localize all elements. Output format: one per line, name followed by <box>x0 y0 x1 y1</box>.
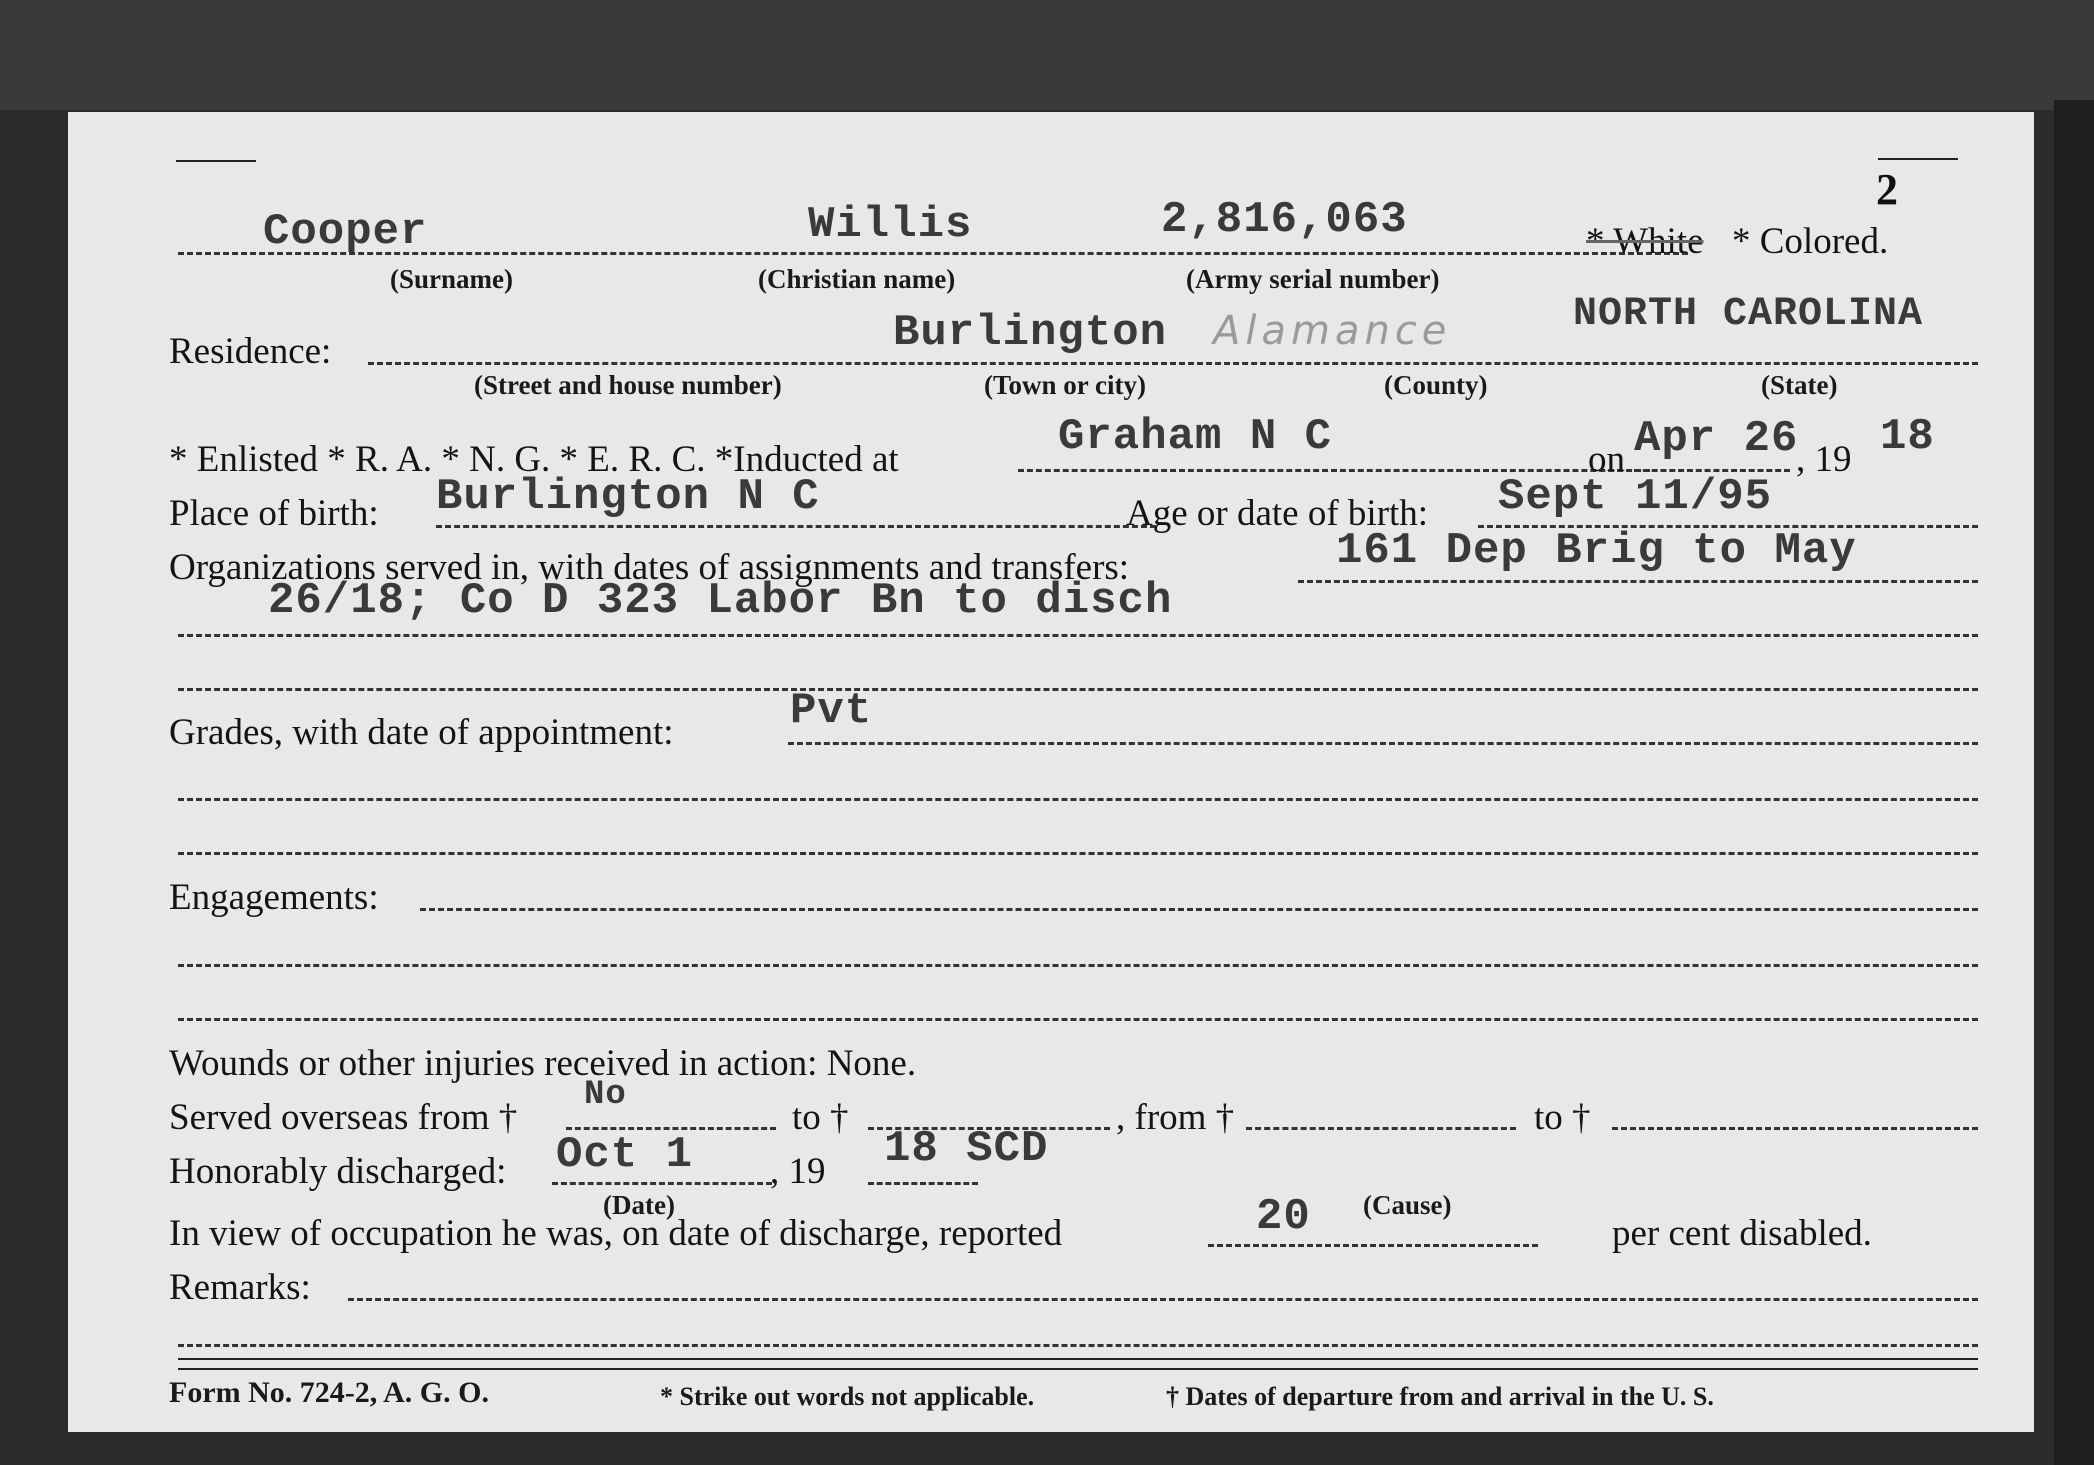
engagements-line-2 <box>178 964 1978 967</box>
state-caption: (State) <box>1761 370 1838 400</box>
discharge-date-line <box>552 1182 772 1185</box>
race-white: * White <box>1586 221 1704 262</box>
grades-line-2 <box>178 798 1978 801</box>
top-left-rule <box>176 160 256 162</box>
town-caption: (Town or city) <box>984 370 1146 400</box>
enlistment-label: * Enlisted * R. A. * N. G. * E. R. C. *Inducted at <box>169 439 899 480</box>
organizations-line-1 <box>1298 580 1978 583</box>
footer-rule-2 <box>178 1368 1978 1370</box>
place-of-birth-label: Place of birth: <box>169 493 379 534</box>
induction-on-label: on <box>1588 439 1625 480</box>
residence-state-value: NORTH CAROLINA <box>1573 292 1924 337</box>
county-caption: (County) <box>1384 370 1488 400</box>
organizations-line2-value: 26/18; Co D 323 Labor Bn to disch <box>268 576 1173 626</box>
disability-prefix-label: In view of occupation he was, on date of discharge, reported <box>169 1213 1063 1254</box>
grades-line-1 <box>788 742 1978 745</box>
place-of-birth-value: Burlington N C <box>436 472 820 522</box>
disability-suffix-label: per cent disabled. <box>1612 1213 1872 1254</box>
christian-name-value: Willis <box>808 200 973 250</box>
scan-background-top <box>0 0 2094 110</box>
grades-label: Grades, with date of appointment: <box>169 712 674 753</box>
wounds-label: Wounds or other injuries received in action: None. <box>169 1043 917 1084</box>
grades-value: Pvt <box>790 686 873 736</box>
serial-number-value: 2,816,063 <box>1161 195 1408 245</box>
induction-year-value: 18 <box>1880 412 1935 462</box>
overseas-to-label-2: to † <box>1534 1097 1591 1138</box>
organizations-line-3 <box>178 688 1978 691</box>
overseas-from-value: No <box>584 1076 627 1114</box>
organizations-line-2 <box>178 634 1978 637</box>
remarks-label: Remarks: <box>169 1267 311 1308</box>
organizations-line1-value: 161 Dep Brig to May <box>1336 526 1857 576</box>
footer-rule-1 <box>178 1358 1978 1360</box>
engagements-label: Engagements: <box>169 877 379 918</box>
form-number: Form No. 724-2, A. G. O. <box>169 1376 489 1409</box>
birth-date-value: Sept 11/95 <box>1498 472 1773 522</box>
overseas-from-line-2 <box>1246 1127 1516 1130</box>
engagements-line-3 <box>178 1018 1978 1021</box>
induction-date-value: Apr 26 <box>1634 414 1799 464</box>
overseas-to-label-1: to † <box>792 1097 849 1138</box>
race-colored: * Colored. <box>1732 221 1889 262</box>
footer-strike-note: * Strike out words not applicable. <box>660 1382 1035 1411</box>
overseas-from-label: Served overseas from † <box>169 1097 518 1138</box>
overseas-from-label-2: , from † <box>1116 1097 1235 1138</box>
discharge-label: Honorably discharged: <box>169 1151 507 1192</box>
residence-line <box>368 362 1978 365</box>
induction-year-prefix: , 19 <box>1796 439 1852 480</box>
grades-line-3 <box>178 852 1978 855</box>
remarks-line-1 <box>348 1298 1978 1301</box>
service-record-card <box>68 112 2034 1432</box>
organizations-label: Organizations served in, with dates of assignments and transfers: <box>169 547 1130 588</box>
birth-date-label: Age or date of birth: <box>1126 493 1429 534</box>
top-right-rule <box>1878 158 1958 160</box>
discharge-year-prefix: , 19 <box>770 1151 826 1192</box>
residence-label: Residence: <box>169 331 332 372</box>
card-number: 2 <box>1876 165 1898 214</box>
serial-number-caption: (Army serial number) <box>1186 264 1440 294</box>
induction-place-value: Graham N C <box>1058 412 1333 462</box>
scan-background-right <box>2054 100 2094 1465</box>
disability-value: 20 <box>1256 1192 1311 1242</box>
place-of-birth-line <box>436 525 1156 528</box>
residence-county-value: Alamance <box>1213 308 1452 354</box>
name-line <box>178 252 1688 255</box>
discharge-date-caption: (Date) <box>603 1190 675 1220</box>
street-caption: (Street and house number) <box>474 370 782 400</box>
discharge-year-cause-value: 18 SCD <box>884 1124 1049 1174</box>
footer-dates-note: † Dates of departure from and arrival in the U. S. <box>1166 1382 1714 1411</box>
residence-town-value: Burlington <box>893 308 1168 358</box>
discharge-year-line <box>868 1182 978 1185</box>
discharge-date-value: Oct 1 <box>556 1130 694 1180</box>
surname-caption: (Surname) <box>390 264 513 294</box>
disability-line <box>1208 1244 1538 1247</box>
overseas-to-line-2 <box>1612 1127 1978 1130</box>
surname-value: Cooper <box>263 207 428 257</box>
remarks-line-2 <box>178 1344 1978 1347</box>
discharge-cause-caption: (Cause) <box>1363 1190 1452 1220</box>
christian-name-caption: (Christian name) <box>758 264 956 294</box>
engagements-line-1 <box>420 908 1978 911</box>
